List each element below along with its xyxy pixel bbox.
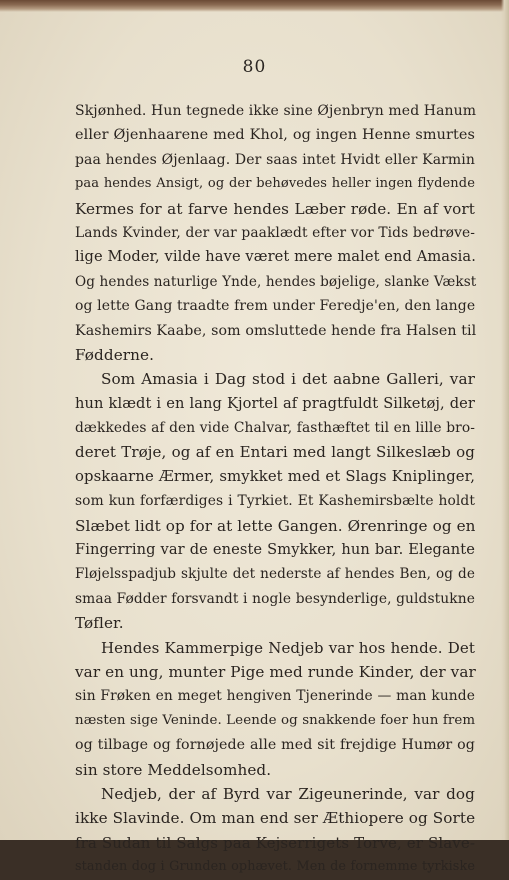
text-line: var en ung, munter Pige med runde Kinder, der var (75, 662, 476, 681)
text-line: standen dog i Grunden ophævet. Men de fornemme tyrkiske (75, 859, 475, 875)
text-line: næsten sige Veninde. Leende og snakkende foer hun frem (75, 712, 476, 728)
page-right-edge (501, 0, 509, 840)
text-line: dækkedes af den vide Chalvar, fasthæftet til en lille bro- (75, 420, 475, 437)
text-line: Nedjeb, der af Byrd var Zigeunerinde, var dog (101, 784, 475, 803)
text-line: og tilbage og fornøjede alle med sit frejdige Humør og (75, 737, 475, 754)
text-line: eller Øjenhaarene med Khol, og ingen Henne smurtes (75, 127, 475, 144)
text-line: Som Amasia i Dag stod i det aabne Galleri, var (101, 370, 475, 389)
text-line: hun klædt i en lang Kjortel af pragtfuldt Silketøj, der (75, 394, 475, 412)
text-line: Kermes for at farve hendes Læber røde. En af vort (75, 199, 475, 218)
text-line: Hendes Kammerpige Nedjeb var hos hende. Det (101, 638, 475, 657)
text-line: Slæbet lidt op for at lette Gangen. Ørenringe og en (75, 516, 476, 535)
text-line: paa hendes Øjenlaag. Der saas intet Hvidt eller Karmin (75, 151, 475, 168)
text-line: sin store Meddelsomhed. (75, 760, 272, 779)
text-line: ikke Slavinde. Om man end ser Æthiopere og Sorte (75, 809, 476, 828)
text-line: Fingerring var de eneste Smykker, hun bar. Elegante (75, 541, 475, 559)
text-line: Tøfler. (75, 614, 124, 633)
text-line: og lette Gang traadte frem under Feredje'en, den lange (75, 298, 476, 315)
text-line: paa hendes Ansigt, og der behøvedes heller ingen flydende (75, 176, 475, 192)
page-top-edge (0, 0, 509, 12)
text-line: Skjønhed. Hun tegnede ikke sine Øjenbryn med Hanum (75, 103, 477, 119)
text-line: deret Trøje, og af en Entari med langt Silkeslæb og (75, 443, 475, 462)
text-line: opskaarne Ærmer, smykket med et Slags Kniplinger, (75, 467, 475, 485)
text-line: Fløjelsspadjub skjulte det nederste af hendes Ben, og de (75, 566, 475, 583)
text-line: som kun forfærdiges i Tyrkiet. Et Kashemirsbælte holdt (75, 493, 475, 510)
text-line: Fødderne. (75, 345, 155, 364)
text-line: lige Moder, vilde have været mere malet end Amasia. (75, 248, 476, 266)
text-line: Og hendes naturlige Ynde, hendes bøjelige, slanke Vækst (75, 273, 477, 290)
text-line: Lands Kvinder, der var paaklædt efter vor Tids bedrøve- (75, 224, 475, 241)
text-line: Kashemirs Kaabe, som omsluttede hende fra Halsen til (75, 322, 477, 339)
text-line: sin Frøken en meget hengiven Tjenerinde — man kunde (75, 688, 475, 705)
text-line: smaa Fødder forsvandt i nogle besynderlige, guldstukne (75, 590, 475, 607)
page-number: 80 (242, 57, 267, 77)
body-text (75, 99, 475, 880)
text-line: fra Sudan til Salgs paa Kejserrigets Torve, er Slave- (75, 833, 475, 852)
